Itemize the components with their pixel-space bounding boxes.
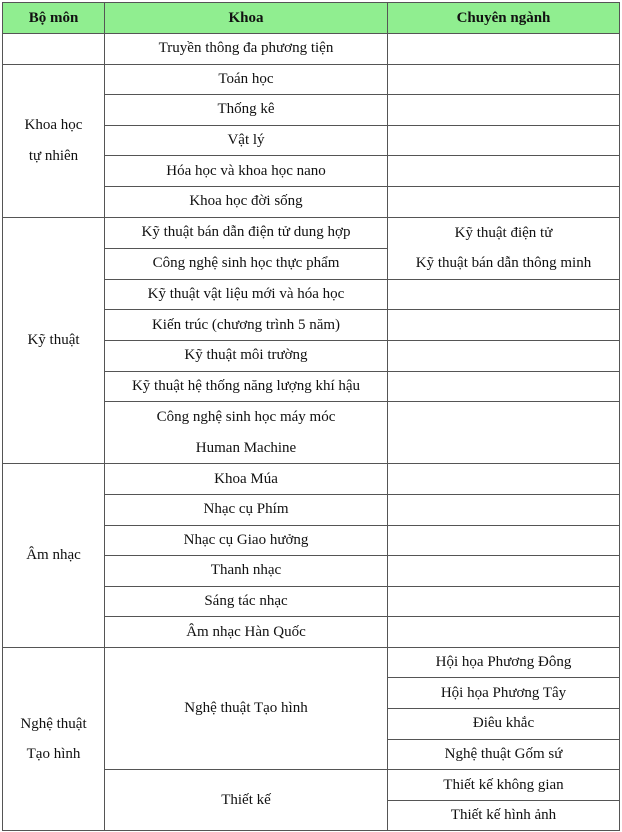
- dept-cell: [3, 34, 105, 65]
- major-cell: [388, 64, 620, 95]
- dept-cell-ky-thuat: Kỹ thuật: [3, 217, 105, 464]
- major-cell: [388, 279, 620, 310]
- major-cell: [388, 494, 620, 525]
- major-cell: Hội họa Phương Tây: [388, 678, 620, 709]
- header-khoa: Khoa: [105, 3, 388, 34]
- khoa-cell: Nhạc cụ Giao hưởng: [105, 525, 388, 556]
- khoa-cell: Kỹ thuật vật liệu mới và hóa học: [105, 279, 388, 310]
- major-cell: [388, 34, 620, 65]
- khoa-cell: Kiến trúc (chương trình 5 năm): [105, 310, 388, 341]
- khoa-cell: Khoa Múa: [105, 464, 388, 495]
- khoa-cell: Sáng tác nhạc: [105, 586, 388, 617]
- khoa-cell: Truyền thông đa phương tiện: [105, 34, 388, 65]
- major-cell: [388, 340, 620, 371]
- dept-cell-khoa-hoc-tu-nhien: [3, 64, 105, 217]
- khoa-cell-nghe-thuat-tao-hinh: Nghệ thuật Tạo hình: [105, 647, 388, 769]
- khoa-cell: Kỹ thuật môi trường: [105, 340, 388, 371]
- khoa-cell: Khoa học đời sống: [105, 186, 388, 217]
- major-cell: [388, 556, 620, 587]
- khoa-cell: Vật lý: [105, 125, 388, 156]
- major-cell: [388, 617, 620, 648]
- header-bo-mon: Bộ môn: [3, 3, 105, 34]
- dept-line: Tạo hình: [26, 746, 81, 763]
- major-line: Kỹ thuật điện tử: [454, 224, 553, 241]
- major-cell: Thiết kế không gian: [388, 770, 620, 801]
- khoa-cell: Hóa học và khoa học nano: [105, 156, 388, 187]
- dept-cell-nghe-thuat-tao-hinh: [3, 647, 105, 831]
- major-cell: Nghệ thuật Gốm sứ: [388, 739, 620, 770]
- khoa-cell-cong-nghe-sinh-hoc-may-moc: [105, 402, 388, 464]
- khoa-cell-thiet-ke: Thiết kế: [105, 770, 388, 831]
- major-cell: [388, 464, 620, 495]
- major-cell: [388, 217, 620, 279]
- major-cell: [388, 310, 620, 341]
- khoa-cell: Kỹ thuật hệ thống năng lượng khí hậu: [105, 371, 388, 402]
- khoa-cell: Thanh nhạc: [105, 556, 388, 587]
- khoa-line: Công nghệ sinh học máy móc: [156, 409, 336, 426]
- table-row: [3, 34, 620, 65]
- table-row: [3, 647, 620, 678]
- major-cell: [388, 95, 620, 126]
- major-cell: Điêu khắc: [388, 709, 620, 740]
- khoa-cell: Thống kê: [105, 95, 388, 126]
- khoa-cell: Công nghệ sinh học thực phẩm: [105, 248, 388, 279]
- khoa-cell: Toán học: [105, 64, 388, 95]
- major-cell: Hội họa Phương Đông: [388, 647, 620, 678]
- table-row: [3, 464, 620, 495]
- table-row: [3, 64, 620, 95]
- khoa-cell: Kỹ thuật bán dẫn điện tử dung hợp: [105, 217, 388, 248]
- khoa-cell: Âm nhạc Hàn Quốc: [105, 617, 388, 648]
- major-cell: Thiết kế hình ảnh: [388, 800, 620, 831]
- header-chuyen-nganh: Chuyên ngành: [388, 3, 620, 34]
- dept-line: tự nhiên: [28, 147, 79, 164]
- major-cell: [388, 586, 620, 617]
- dept-cell-am-nhac: Âm nhạc: [3, 464, 105, 648]
- major-cell: [388, 371, 620, 402]
- major-cell: [388, 525, 620, 556]
- header-row: [3, 3, 620, 34]
- major-cell: [388, 186, 620, 217]
- khoa-cell: Nhạc cụ Phím: [105, 494, 388, 525]
- dept-line: Khoa học: [24, 116, 83, 133]
- major-line: Kỹ thuật bán dẫn thông minh: [415, 255, 592, 272]
- major-cell: [388, 402, 620, 464]
- major-cell: [388, 156, 620, 187]
- dept-line: Nghệ thuật: [20, 715, 87, 732]
- khoa-line: Human Machine: [195, 439, 297, 456]
- table-row: [3, 217, 620, 248]
- major-cell: [388, 125, 620, 156]
- curriculum-table: [2, 2, 620, 831]
